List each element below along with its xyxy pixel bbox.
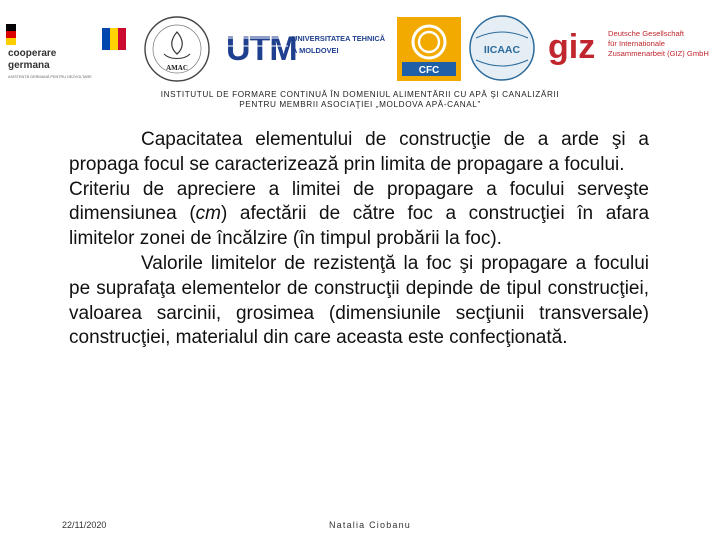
unit-cm: cm — [195, 203, 221, 225]
german-flag-gold-icon — [6, 38, 16, 45]
paragraph-1: Capacitatea elementului de construcţie de a arde şi a propaga focul se caracterizează prin limita de propagare a focului. — [69, 129, 649, 175]
iicaac-label: IICAAC — [483, 44, 521, 56]
footer-author: Natalia Ciobanu — [328, 520, 412, 530]
drop-icon — [172, 32, 183, 54]
cooperare-germana-logo — [4, 22, 132, 84]
logo-bar — [0, 6, 720, 86]
footer-date: 22/11/2020 — [62, 520, 107, 530]
iicaac-logo — [468, 14, 536, 82]
cfc-logo — [396, 16, 462, 82]
paragraph-2-start: Criteriu de apreciere a limitei de propagare a focului serveşte dimensiunea ( — [69, 178, 649, 225]
amac-label: AMAC — [166, 64, 188, 72]
paragraph-3: Valorile limitelor de rezistenţă la foc şi propagare a focului pe suprafaţa elementelor de construcţii depinde de tipul construcţiei, valoarea sarcinii, grosimea (dimensiunile secţiunii transversale) construcţiei, materialul din care aceasta este confecţionată. — [69, 252, 649, 349]
giz-letters: giz — [548, 28, 596, 66]
amac-seal-logo — [142, 14, 212, 84]
german-flag-black-icon — [6, 24, 16, 31]
utm-line1: UNIVERSITATEA TEHNICĂ — [292, 34, 386, 43]
utm-line2: A MOLDOVEI — [292, 46, 339, 55]
cfc-label: CFC — [418, 65, 440, 76]
header-line-2: PENTRU MEMBRII ASOCIAŢIEI „MOLDOVA APĂ-CANAL” — [239, 100, 481, 109]
coop-line1: cooperare — [8, 48, 57, 59]
german-flag-red-icon — [6, 31, 16, 38]
paragraph-2 — [69, 178, 649, 252]
header-line-1: INSTITUTUL DE FORMARE CONTINUĂ ÎN DOMENIUL ALIMENTĂRII CU APĂ ŞI CANALIZĂRII — [160, 90, 560, 99]
coop-line2: germana — [8, 60, 50, 71]
giz-line3: Zusammenarbeit (GIZ) GmbH — [608, 49, 709, 58]
giz-line1: Deutsche Gesellschaft — [608, 29, 684, 38]
slide-body — [69, 128, 649, 351]
paragraph-2-end: ) afectării de către foc a construcţiei în afara limitelor zonei de încălzire (în timpul probării la foc). — [69, 203, 650, 250]
institute-header — [0, 90, 720, 110]
giz-line2: für Internationale — [608, 39, 665, 48]
coop-line3: ASISTENȚĂ GERMANĂ PENTRU DEZVOLTARE — [8, 75, 92, 79]
giz-logo — [546, 22, 714, 72]
utm-logo — [224, 24, 386, 68]
utm-letters: UTM — [226, 30, 297, 68]
